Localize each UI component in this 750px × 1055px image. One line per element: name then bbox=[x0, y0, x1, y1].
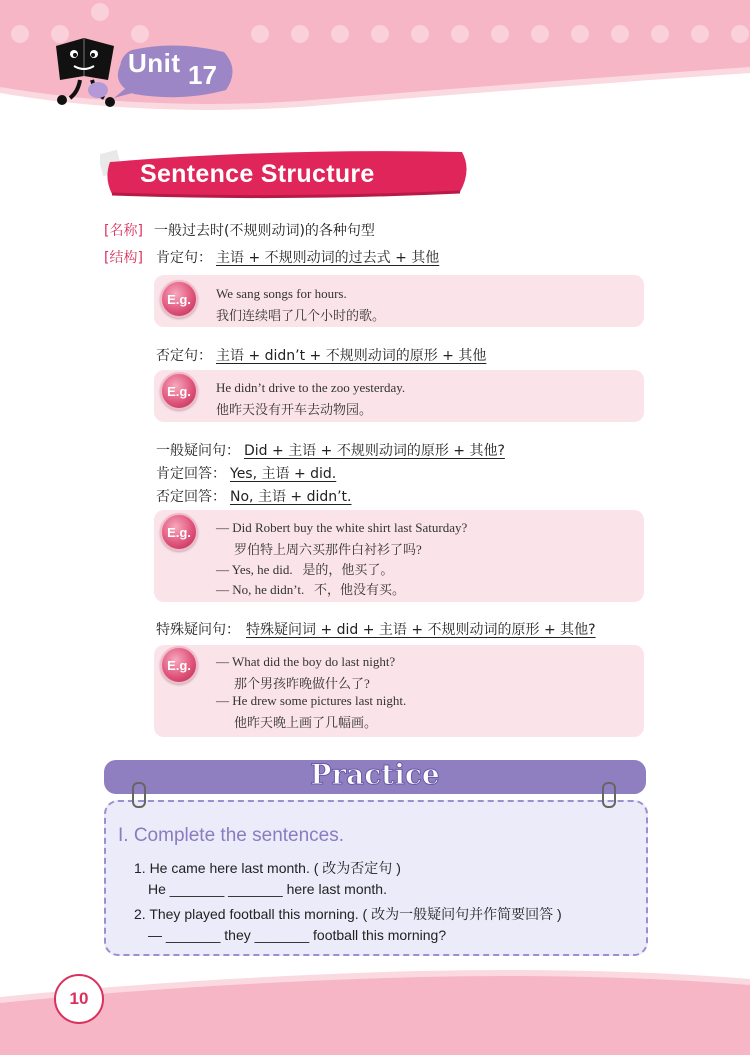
practice-question-2: 2. They played football this morning. ( 改为一般疑问句并作简要回答 ) bbox=[134, 906, 562, 922]
eg-badge-icon: E.g. bbox=[160, 372, 198, 410]
unit-number: 17 bbox=[188, 60, 217, 90]
eg-badge-icon: E.g. bbox=[160, 646, 198, 684]
yes-answer-label: 肯定回答： bbox=[156, 466, 226, 482]
example-en: We sang songs for hours. bbox=[216, 286, 347, 301]
general-question-pattern: Did + 主语 + 不规则动词的原形 + 其他? bbox=[244, 443, 505, 459]
eg-badge-icon: E.g. bbox=[160, 513, 198, 551]
affirmative-pattern: 主语 + 不规则动词的过去式 + 其他 bbox=[216, 250, 440, 266]
negative-label: 否定句： bbox=[156, 348, 212, 364]
example-question-en: — What did the boy do last night? bbox=[216, 654, 396, 669]
example-answer-no: — No, he didn’t. 不，他没有买。 bbox=[216, 582, 405, 597]
example-question-en: — Did Robert buy the white shirt last Saturday? bbox=[216, 520, 468, 535]
example-question-zh: 那个男孩昨晚做什么了? bbox=[234, 676, 370, 691]
example-answer-en: — He drew some pictures last night. bbox=[216, 693, 407, 708]
practice-answer-1: He _______ _______ here last month. bbox=[148, 881, 387, 897]
general-question-label: 一般疑问句： bbox=[156, 443, 240, 459]
example-zh: 他昨天没有开车去动物园。 bbox=[216, 402, 373, 417]
special-question-label: 特殊疑问句： bbox=[156, 622, 240, 638]
no-answer-label: 否定回答： bbox=[156, 489, 226, 505]
special-question-pattern: 特殊疑问词 + did + 主语 + 不规则动词的原形 + 其他? bbox=[246, 622, 596, 638]
example-question-zh: 罗伯特上周六买那件白衬衫了吗? bbox=[234, 542, 422, 557]
example-zh: 我们连续唱了几个小时的歌。 bbox=[216, 308, 386, 323]
example-answer-zh: 他昨天晚上画了几幅画。 bbox=[234, 715, 378, 730]
name-tag: [名称] bbox=[104, 223, 143, 239]
binder-ring-icon bbox=[602, 782, 616, 808]
structure-tag: [结构] bbox=[104, 250, 143, 266]
binder-ring-icon bbox=[132, 782, 146, 808]
practice-section-heading: I. Complete the sentences. bbox=[118, 825, 345, 846]
page-number: 10 bbox=[54, 974, 104, 1024]
unit-label: Unit bbox=[128, 48, 181, 78]
practice-answer-2: — _______ they _______ football this morning? bbox=[148, 927, 447, 943]
name-text: 一般过去时(不规则动词)的各种句型 bbox=[154, 223, 375, 239]
footer-band bbox=[0, 960, 750, 1055]
practice-question-1: 1. He came here last month. ( 改为否定句 ) bbox=[134, 860, 401, 876]
practice-title: Practice bbox=[310, 758, 440, 791]
book-mascot-icon bbox=[48, 36, 124, 112]
no-answer-pattern: No, 主语 + didn’t. bbox=[230, 489, 352, 505]
negative-pattern: 主语 + didn’t + 不规则动词的原形 + 其他 bbox=[216, 348, 487, 364]
yes-answer-pattern: Yes, 主语 + did. bbox=[230, 466, 337, 482]
eg-badge-icon: E.g. bbox=[160, 280, 198, 318]
section-title: Sentence Structure bbox=[140, 160, 375, 188]
affirmative-label: 肯定句： bbox=[156, 250, 212, 266]
example-answer-yes: — Yes, he did. 是的，他买了。 bbox=[216, 562, 394, 577]
example-en: He didn’t drive to the zoo yesterday. bbox=[216, 380, 406, 395]
